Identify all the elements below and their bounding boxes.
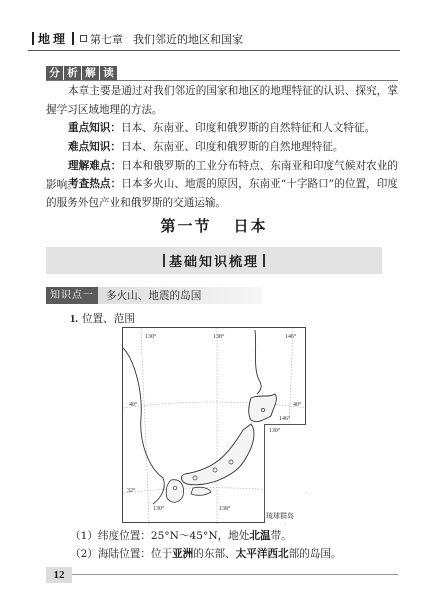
analysis-char: 读 — [100, 66, 117, 81]
analysis-char: 解 — [82, 66, 99, 81]
map-lon-label: 146° — [279, 416, 291, 422]
banner-text: 基础知识梳理 — [168, 255, 259, 270]
sea-land-answer-1: 亚洲 — [172, 548, 194, 560]
sea-land-answer-2: 太平洋西北 — [235, 548, 289, 560]
knowledge-point-row — [46, 287, 262, 304]
header-chapter: 第七章 — [90, 32, 124, 46]
japan-map — [122, 327, 306, 523]
map-lon-label: 138° — [213, 334, 225, 340]
understand-label: 理解难点： — [68, 160, 122, 172]
focus-label: 重点知识： — [68, 122, 121, 134]
section-title — [0, 215, 428, 236]
subsection-title: 位置、范围 — [81, 313, 135, 325]
difficulty-paragraph — [46, 138, 398, 157]
map-lat-label: 40° — [129, 402, 138, 408]
knowledge-point-title: 多火山、地震的岛国 — [106, 290, 202, 302]
exam-text: 日本多火山、地震的原因，东南亚“十字路口”的位置，印度的服务外包产业和俄罗斯的交通运输。 — [46, 178, 398, 209]
map-lon-label: 138° — [219, 506, 231, 512]
map-lon-label: 130° — [145, 334, 157, 340]
header-bar-left — [32, 32, 34, 45]
knowledge-banner — [46, 247, 382, 274]
focus-paragraph — [46, 119, 398, 138]
map-lat-label: 32° — [127, 488, 136, 494]
banner-bar-right — [263, 254, 265, 267]
analysis-char: 分 — [46, 66, 63, 81]
section-number: 第一节 — [160, 217, 212, 235]
section-name: 日本 — [233, 217, 268, 235]
map-lat-label: 40° — [293, 402, 302, 408]
ryukyu-inset — [264, 424, 306, 523]
analysis-char: 析 — [64, 66, 81, 81]
map-lon-label: 146° — [285, 334, 297, 340]
difficulty-label: 难点知识： — [68, 141, 121, 153]
subsection-number: 1. — [70, 314, 78, 325]
ryukyu-label: 琉球群岛 — [266, 512, 294, 520]
page-number: 12 — [53, 569, 65, 581]
difficulty-text: 日本、东南亚、印度和俄罗斯的自然地理特征。 — [120, 141, 344, 153]
exam-label: 考查热点： — [68, 178, 122, 190]
analysis-intro: 本章主要是通过对我们邻近的国家和地区的地理特征的认识、探究，掌握学习区域地理的方法。 — [46, 85, 398, 116]
banner-bar-left — [163, 254, 165, 267]
header-rule — [28, 50, 400, 51]
header-bar-right — [72, 32, 74, 45]
header-subject: 地理 — [38, 32, 69, 46]
running-header — [28, 30, 243, 47]
map-lon-label: 130° — [153, 506, 165, 512]
header-chapter-title: 我们邻近的地区和国家 — [133, 32, 244, 46]
focus-text: 日本、东南亚、印度和俄罗斯的自然特征和人文特征。 — [120, 122, 376, 134]
analysis-label — [46, 66, 118, 81]
footer-rule — [72, 574, 398, 575]
map-inset-label: 130° — [269, 428, 281, 434]
latitude-answer: 北温 — [249, 530, 271, 542]
exam-paragraph — [46, 175, 398, 212]
knowledge-point-tag: 知识点一 — [46, 287, 98, 304]
analysis-rule — [46, 80, 398, 81]
latitude-item: （1）纬度位置：25°N～45°N，地处北温带。 — [70, 530, 292, 542]
understand-text: 日本和俄罗斯的工业分布特点、东南亚和印度气候对农业的影响。 — [46, 160, 398, 191]
square-bullet-icon — [80, 35, 87, 42]
subsection-heading — [70, 311, 135, 326]
sea-land-item: （2）海陆位置：位于亚洲的东部、太平洋西北部的岛国。 — [70, 548, 342, 560]
